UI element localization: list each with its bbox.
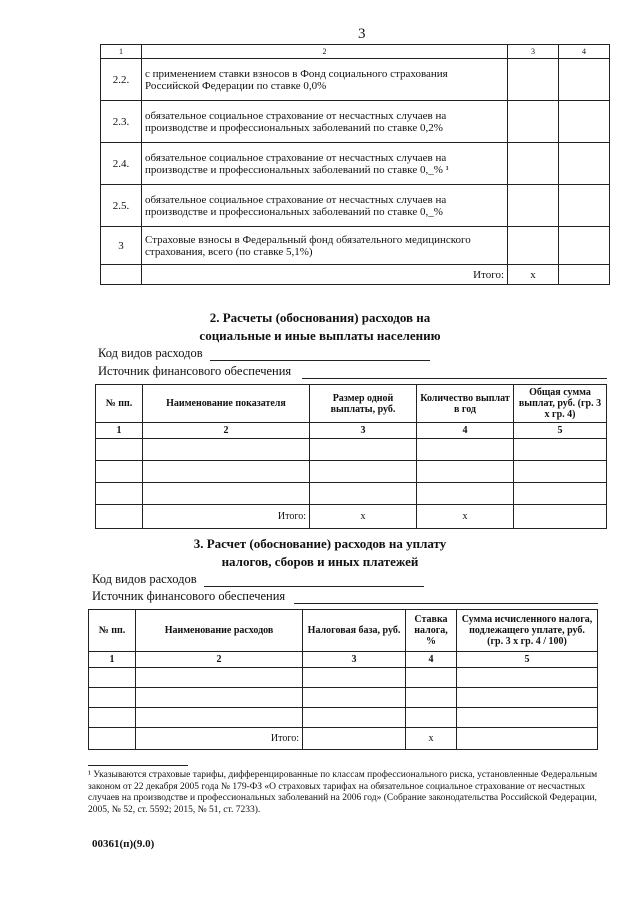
column-number-row <box>89 652 598 668</box>
header-cell: Сумма исчисленного налога, подлежащего уплате, руб. (гр. 3 х гр. 4 / 100) <box>457 610 598 652</box>
column-number: 3 <box>303 652 406 668</box>
cell[interactable] <box>417 439 514 461</box>
cell[interactable] <box>303 708 406 728</box>
section2-field-source: Источник финансового обеспечения <box>98 364 292 378</box>
column-number: 2 <box>143 423 310 439</box>
column-number: 5 <box>457 652 598 668</box>
column-number-row <box>96 423 607 439</box>
cell[interactable] <box>310 439 417 461</box>
total-x: x <box>417 505 514 529</box>
cell[interactable] <box>514 483 607 505</box>
total-label: Итого: <box>136 728 303 750</box>
row-number: 2.5. <box>101 185 142 227</box>
cell[interactable] <box>310 483 417 505</box>
table-row <box>96 483 607 505</box>
header-cell: Размер одной выплаты, руб. <box>310 385 417 423</box>
value-cell[interactable] <box>559 185 610 227</box>
table-row <box>89 708 598 728</box>
section3-field-code: Код видов расходов <box>92 572 197 586</box>
row-number: 2.3. <box>101 101 142 143</box>
cell[interactable] <box>310 461 417 483</box>
cell[interactable] <box>457 668 598 688</box>
cell[interactable] <box>96 439 143 461</box>
cell[interactable] <box>303 668 406 688</box>
section3-title-line1: 3. Расчет (обоснование) расходов на уплату <box>193 536 447 551</box>
row-number: 2.2. <box>101 59 142 101</box>
empty-cell <box>89 728 136 750</box>
cell[interactable] <box>457 708 598 728</box>
header-cell: № пп. <box>96 385 143 423</box>
row-text: обязательное социальное страхование от несчастных случаев на производстве и профессиональных заболеваний по ставке 0,_% <box>142 185 508 227</box>
total-row <box>89 728 598 750</box>
total-value-cell[interactable] <box>559 265 610 285</box>
header-cell: Общая сумма выплат, руб. (гр. 3 х гр. 4) <box>514 385 607 423</box>
cell[interactable] <box>406 688 457 708</box>
value-cell[interactable] <box>559 227 610 265</box>
header-cell: Наименование расходов <box>136 610 303 652</box>
column-number: 1 <box>89 652 136 668</box>
column-number: 3 <box>310 423 417 439</box>
column-number: 4 <box>417 423 514 439</box>
cell[interactable] <box>514 439 607 461</box>
cell[interactable] <box>143 461 310 483</box>
cell[interactable] <box>143 439 310 461</box>
cell[interactable] <box>406 668 457 688</box>
header-cell: 3 <box>508 45 559 59</box>
value-cell[interactable] <box>508 59 559 101</box>
table-row <box>101 227 610 265</box>
empty-cell <box>96 505 143 529</box>
section3-field-source: Источник финансового обеспечения <box>92 589 286 603</box>
total-value-cell[interactable] <box>514 505 607 529</box>
cell[interactable] <box>96 461 143 483</box>
total-x: x <box>406 728 457 750</box>
value-cell[interactable] <box>508 185 559 227</box>
section2-title-line1: 2. Расчеты (обоснования) расходов на <box>209 310 431 325</box>
value-cell[interactable] <box>559 101 610 143</box>
column-number: 5 <box>514 423 607 439</box>
column-number: 4 <box>406 652 457 668</box>
total-x: x <box>508 265 559 285</box>
form-code: 00361(п)(9.0) <box>92 838 155 850</box>
cell[interactable] <box>96 483 143 505</box>
row-number: 3 <box>101 227 142 265</box>
cell[interactable] <box>417 483 514 505</box>
header-cell: Налоговая база, руб. <box>303 610 406 652</box>
cell[interactable] <box>89 688 136 708</box>
table-row <box>101 101 610 143</box>
row-text: Страховые взносы в Федеральный фонд обязательного медицинского страхования, всего (по ставке 5,1%) <box>142 227 508 265</box>
insurance-table <box>100 44 610 285</box>
header-cell: № пп. <box>89 610 136 652</box>
cell[interactable] <box>89 668 136 688</box>
page-number: 3 <box>358 26 366 42</box>
cell[interactable] <box>143 483 310 505</box>
value-cell[interactable] <box>508 143 559 185</box>
total-value-cell[interactable] <box>457 728 598 750</box>
header-cell: 4 <box>559 45 610 59</box>
cell[interactable] <box>89 708 136 728</box>
row-text: обязательное социальное страхование от несчастных случаев на производстве и профессиональных заболеваний по ставке 0,2% <box>142 101 508 143</box>
table-header-row <box>101 45 610 59</box>
header-cell: Наименование показателя <box>143 385 310 423</box>
table-row <box>101 185 610 227</box>
total-row <box>101 265 610 285</box>
table-row <box>96 439 607 461</box>
value-cell[interactable] <box>508 227 559 265</box>
cell[interactable] <box>136 708 303 728</box>
header-cell: Количество выплат в год <box>417 385 514 423</box>
section3-field-code-line[interactable] <box>204 586 424 587</box>
row-number: 2.4. <box>101 143 142 185</box>
row-text: обязательное социальное страхование от несчастных случаев на производстве и профессиональных заболеваний по ставке 0,_% ¹ <box>142 143 508 185</box>
value-cell[interactable] <box>508 101 559 143</box>
header-cell: 2 <box>142 45 508 59</box>
footnote: ¹ Указываются страховые тарифы, дифференцированные по классам профессионального риска, установленные Федеральным законом от 22 декабря 2005 года № 179-ФЗ «О страховых тарифах на обязательное социальное страхование от несчастных случаев на производстве и профессиональных заболеваний на 2006 год» (Собрание законодательства Российской Федерации, 2005, № 52, ст. 5592; 2015, № 51, ст. 7233). <box>88 770 598 815</box>
section2-field-source-line[interactable] <box>302 378 607 379</box>
column-number: 1 <box>96 423 143 439</box>
column-number: 2 <box>136 652 303 668</box>
total-label: Итого: <box>142 265 508 285</box>
header-cell: Ставка налога, % <box>406 610 457 652</box>
cell[interactable] <box>303 688 406 708</box>
table-header-row <box>96 385 607 423</box>
cell[interactable] <box>406 708 457 728</box>
total-row <box>96 505 607 529</box>
total-label: Итого: <box>143 505 310 529</box>
row-text: с применением ставки взносов в Фонд социального страхования Российской Федерации по ставке 0,0% <box>142 59 508 101</box>
table-row <box>101 59 610 101</box>
cell[interactable] <box>136 668 303 688</box>
value-cell[interactable] <box>559 59 610 101</box>
section2-title-line2: социальные и иные выплаты населению <box>199 328 441 343</box>
table-row <box>96 461 607 483</box>
empty-cell <box>101 265 142 285</box>
total-x: x <box>310 505 417 529</box>
cell[interactable] <box>457 688 598 708</box>
cell[interactable] <box>417 461 514 483</box>
payments-table <box>95 384 607 529</box>
table-row <box>101 143 610 185</box>
cell[interactable] <box>514 461 607 483</box>
table-row <box>89 688 598 708</box>
section3-title-line2: налогов, сборов и иных платежей <box>221 554 419 569</box>
header-cell: 1 <box>101 45 142 59</box>
empty-cell <box>303 728 406 750</box>
table-header-row <box>89 610 598 652</box>
taxes-table <box>88 609 598 750</box>
section2-field-code-line[interactable] <box>210 360 430 361</box>
value-cell[interactable] <box>559 143 610 185</box>
cell[interactable] <box>136 688 303 708</box>
section2-field-code: Код видов расходов <box>98 346 203 360</box>
section3-field-source-line[interactable] <box>294 603 598 604</box>
footnote-divider <box>88 765 188 766</box>
table-row <box>89 668 598 688</box>
